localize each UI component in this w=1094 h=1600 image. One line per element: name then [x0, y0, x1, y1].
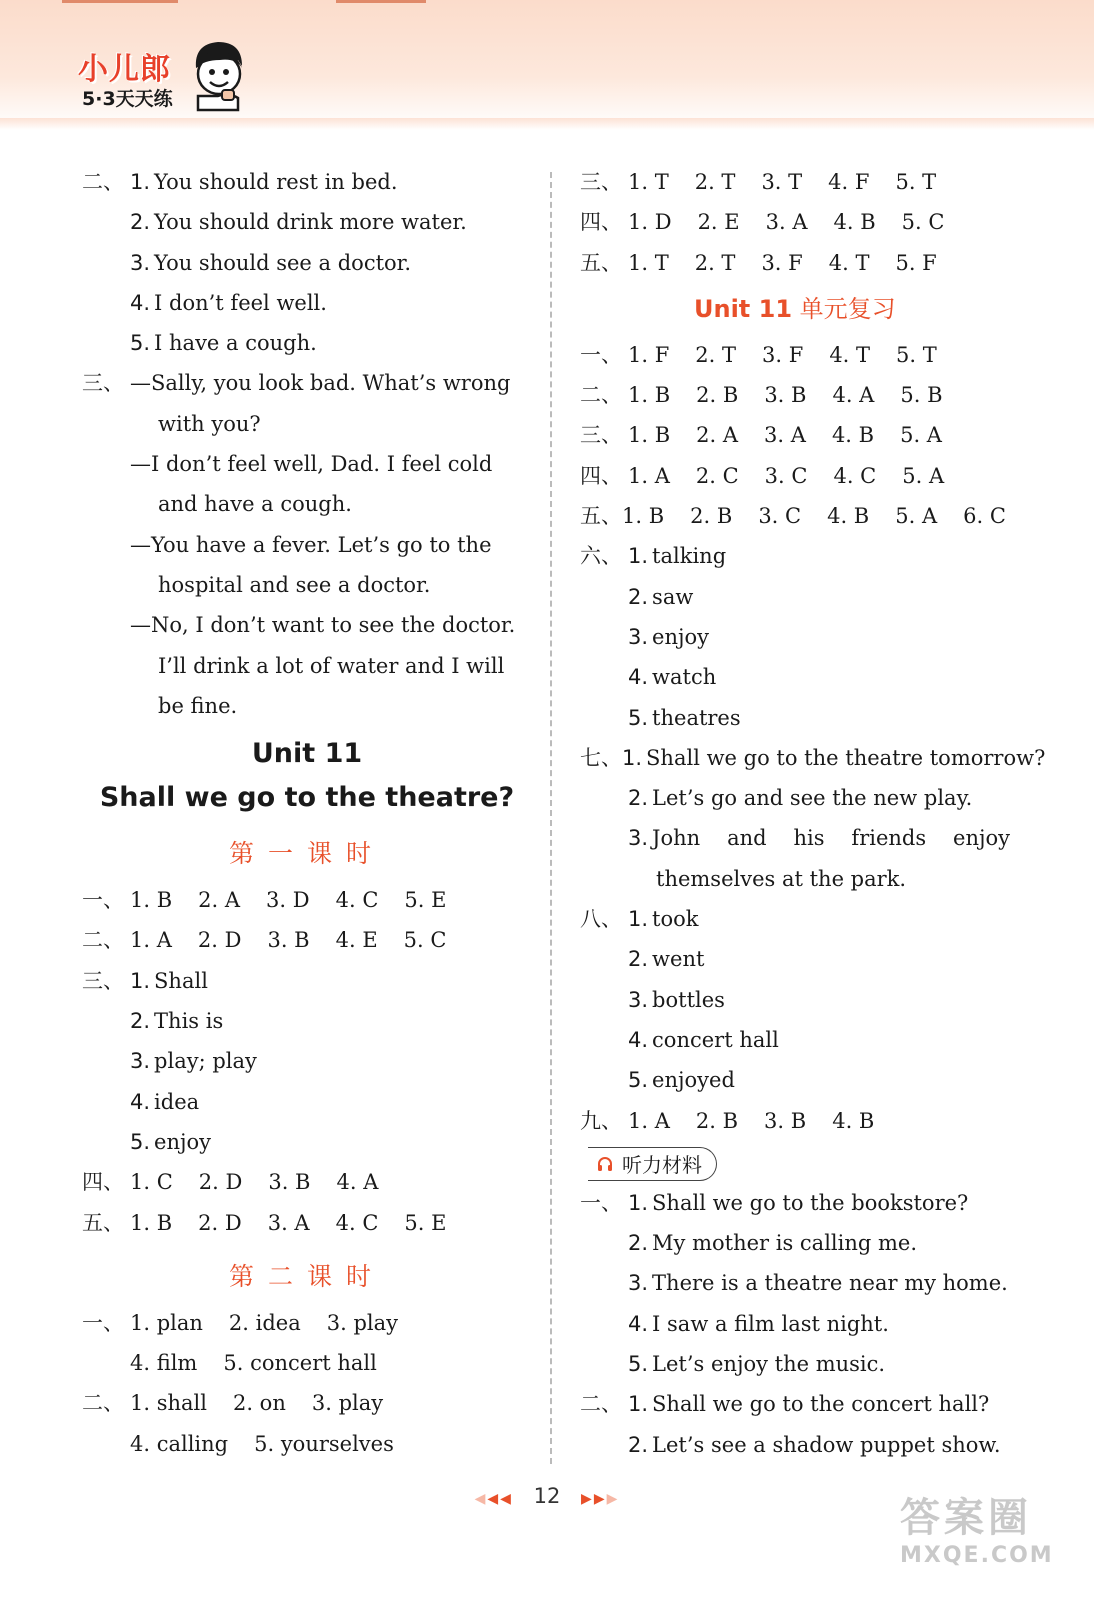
answer-row: 二、 1. B 2. B 3. B 4. A 5. B	[580, 383, 943, 408]
list-item: 2. You should drink more water.	[130, 210, 467, 235]
list-item: 3. There is a theatre near my home.	[628, 1271, 1008, 1296]
lesson-heading: 第二课时	[228, 1261, 385, 1291]
prev-arrow-icon: ◀◀◀	[474, 1491, 513, 1507]
right-column	[580, 162, 1046, 1465]
list-item: 5. Let’s enjoy the music.	[628, 1352, 886, 1377]
header-fade	[0, 118, 1094, 130]
answer-row: 二、 1. shall 2. on 3. play	[82, 1391, 384, 1416]
list-item: 4. idea	[130, 1089, 200, 1114]
list-item: 2. Let’s go and see the new play.	[628, 786, 973, 811]
list-item: 三、 1. Shall	[82, 968, 208, 993]
left-column	[82, 162, 532, 1464]
dialogue-line: be fine.	[158, 693, 238, 718]
answer-row: 一、 1. F 2. T 3. F 4. T 5. T	[580, 342, 937, 367]
list-item: 二、 1. Shall we go to the concert hall?	[580, 1392, 990, 1417]
list-item: 4. I saw a film last night.	[628, 1311, 889, 1336]
review-heading: Unit 11 单元复习	[694, 294, 896, 323]
answer-row: 一、 1. B 2. A 3. D 4. C 5. E	[82, 888, 447, 913]
unit-subtitle: Shall we go to the theatre?	[99, 782, 515, 814]
dialogue-line: hospital and see a doctor.	[158, 572, 431, 597]
watermark: 答案圈 MXQE.COM	[900, 1495, 1054, 1568]
page-number: 12	[533, 1484, 561, 1508]
dialogue-line: —You have a fever. Let’s go to the	[130, 532, 492, 557]
list-item: 2. This is	[130, 1009, 224, 1034]
list-item: 5. theatres	[628, 705, 741, 730]
answer-row: 四、 1. D 2. E 3. A 4. B 5. C	[580, 210, 945, 235]
answer-row: 四、 1. A 2. C 3. C 4. C 5. A	[580, 463, 945, 488]
list-item: 4. watch	[628, 665, 717, 690]
dialogue-line: —I don’t feel well, Dad. I feel cold	[130, 452, 493, 477]
answer-row: 4. film 5. concert hall	[130, 1351, 377, 1376]
list-item: 八、 1. took	[580, 907, 699, 932]
list-item: 2. saw	[628, 584, 694, 609]
list-item: 二、 1. You should rest in bed.	[82, 162, 532, 202]
list-item: 3. play; play	[130, 1049, 257, 1074]
list-item: 3. John and his friends enjoy	[628, 826, 1011, 851]
top-rule	[62, 0, 178, 3]
dialogue-line: I’ll drink a lot of water and I will	[158, 653, 505, 678]
brand-logo: 小儿郎	[78, 52, 171, 87]
list-item: themselves at the park.	[656, 866, 907, 891]
listening-tag: 听力材料	[588, 1147, 717, 1181]
list-item: 5. I have a cough.	[130, 331, 317, 356]
list-item: 3. You should see a doctor.	[130, 250, 412, 275]
lesson-heading: 第一课时	[228, 839, 385, 869]
column-divider	[550, 172, 552, 1464]
list-item: 5. enjoy	[130, 1129, 212, 1154]
dialogue-line: 三、 —Sally, you look bad. What’s wrong	[82, 363, 532, 403]
exercise-marker: 二、	[82, 170, 124, 194]
answer-row: 五、 1. T 2. T 3. F 4. T 5. F	[580, 250, 937, 275]
list-item: 4. concert hall	[628, 1027, 779, 1052]
headphones-icon	[596, 1155, 614, 1173]
list-item: 4. I don’t feel well.	[130, 290, 327, 315]
answer-row: 五、 1. B 2. D 3. A 4. C 5. E	[82, 1210, 447, 1235]
series-name: 5·3天天练	[82, 88, 173, 110]
list-item: 一、 1. Shall we go to the bookstore?	[580, 1190, 969, 1215]
mascot-icon	[188, 38, 250, 112]
answer-row: 一、 1. plan 2. idea 3. play	[82, 1310, 399, 1335]
list-item: 2. My mother is calling me.	[628, 1231, 918, 1256]
exercise-marker: 三、	[82, 371, 124, 396]
list-item: 2. Let’s see a shadow puppet show.	[628, 1432, 1001, 1457]
answer-row: 五、 1. B 2. B 3. C 4. B 5. A 6. C	[580, 504, 1006, 529]
list-item: 2. went	[628, 947, 705, 972]
answer-row: 三、 1. T 2. T 3. T 4. F 5. T	[580, 170, 937, 194]
dialogue-line: —No, I don’t want to see the doctor.	[130, 613, 516, 638]
next-arrow-icon: ▶▶▶	[581, 1491, 620, 1507]
answer-row: 二、 1. A 2. D 3. B 4. E 5. C	[82, 928, 447, 953]
list-item: 3. enjoy	[628, 624, 710, 649]
unit-title: Unit 11	[251, 738, 363, 770]
answer-row: 四、 1. C 2. D 3. B 4. A	[82, 1170, 379, 1195]
list-item: 七、 1. Shall we go to the theatre tomorrow?	[580, 745, 1046, 770]
list-item: 六、 1. talking	[580, 544, 727, 569]
list-item: 5. enjoyed	[628, 1068, 735, 1093]
answer-row: 4. calling 5. yourselves	[130, 1431, 394, 1456]
top-rule	[336, 0, 426, 3]
dialogue-line: and have a cough.	[158, 492, 352, 517]
dialogue-line: with you?	[158, 411, 261, 436]
answer-row: 三、 1. B 2. A 3. A 4. B 5. A	[580, 423, 942, 448]
list-item: 3. bottles	[628, 987, 725, 1012]
answer-row: 九、 1. A 2. B 3. B 4. B	[580, 1108, 875, 1133]
